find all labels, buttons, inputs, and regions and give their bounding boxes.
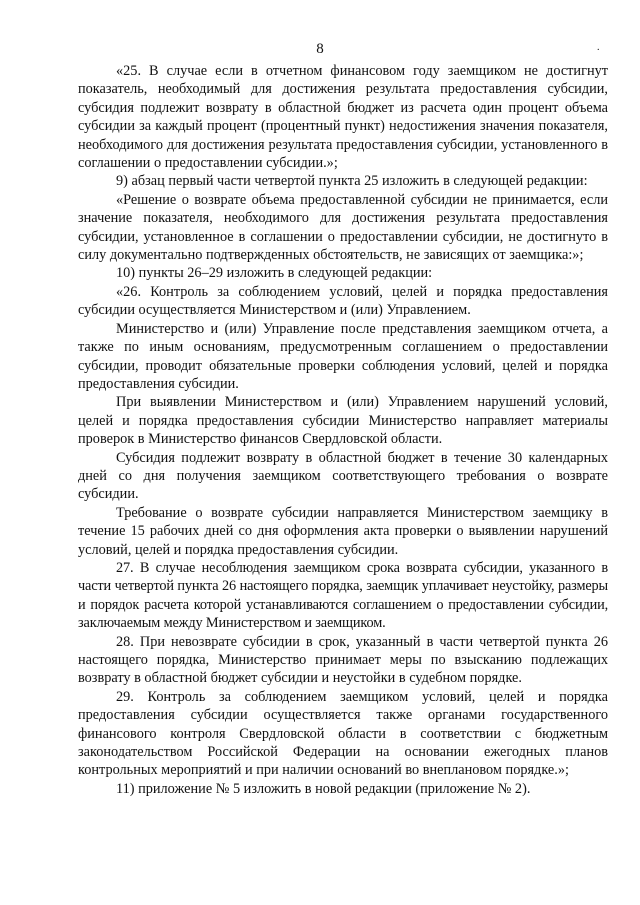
document-body	[78, 62, 608, 798]
corner-mark: .	[597, 42, 600, 53]
paragraph-item-29: 29. Контроль за соблюдением заемщиком условий, целей и порядка предоставления субсидии осуществляется также органами государственного финансового контроля Свердловской области в соответствии с бюджетным законодательством Российской Федерации на основании ежегодных планов контрольных мероприятий и при наличии оснований во внеплановом порядке.»;	[78, 688, 608, 779]
paragraph-return-deadline: Субсидия подлежит возврату в областной бюджет в течение 30 календарных дней со дня получения заемщиком соответствующего требования о возврате субсидии.	[78, 449, 608, 503]
paragraph-mandatory-checks: Министерство и (или) Управление после представления заемщиком отчета, а также по иным основаниям, предусмотренным соглашением о предоставлении субсидии, проводит обязательные проверки соблюдения условий, целей и порядка предоставления субсидии.	[78, 320, 608, 392]
paragraph-decision-on-return: «Решение о возврате объема предоставленной субсидии не принимается, если значение показателя, необходимого для достижения результата предоставления субсидии, установленное в соглашении о предоставлении субсидии, не достигнуто в силу документально подтвержденных обстоятельств, не зависящих от заемщика:»;	[78, 191, 608, 264]
page-number: 8	[316, 41, 324, 57]
paragraph-violations: При выявлении Министерством и (или) Управлением нарушений условий, целей и порядка предоставления субсидии Министерство направляет материалы проверок в Министерство финансов Свердловской области.	[78, 394, 608, 448]
paragraph-item-28: 28. При невозврате субсидии в срок, указанный в части четвертой пункта 26 настоящего порядка, Министерство принимает меры по взысканию подлежащих возврату в областной бюджет субсидии и неустойки в судебном порядке.	[78, 633, 608, 687]
paragraph-item-27: 27. В случае несоблюдения заемщиком срока возврата субсидии, указанного в части четвертой пункта 26 настоящего порядка, заемщик уплачивает неустойку, размеры и порядок расчета которой устанавливаются соглашением о предоставлении субсидии, заключаемым между Министерством и заемщиком.	[78, 559, 608, 632]
paragraph-item-26: «26. Контроль за соблюдением условий, целей и порядка предоставления субсидии осуществляется Министерством и (или) Управлением.	[78, 283, 608, 319]
paragraph-amendment-9: 9) абзац первый части четвертой пункта 25 изложить в следующей редакции:	[116, 173, 588, 190]
paragraph-amendment-10: 10) пункты 26–29 изложить в следующей редакции:	[116, 265, 433, 282]
paragraph-amendment-11: 11) приложение № 5 изложить в новой редакции (приложение № 2).	[116, 780, 531, 797]
paragraph-return-requirement: Требование о возврате субсидии направляется Министерством заемщику в течение 15 рабочих дней со дня оформления акта проверки о выявлении нарушений условий, целей и порядка предоставления субсидии.	[78, 504, 608, 558]
paragraph-item-25: «25. В случае если в отчетном финансовом году заемщиком не достигнут показатель, необходимый для достижения результата предоставления субсидии, субсидия подлежит возврату в областной бюджет из расчета один процент объема субсидии за каждый процент (процентный пункт) недостижения значения показателя, необходимого для достижения результата предоставления субсидии, установленного в соглашении о предоставлении субсидии.»;	[78, 63, 608, 172]
